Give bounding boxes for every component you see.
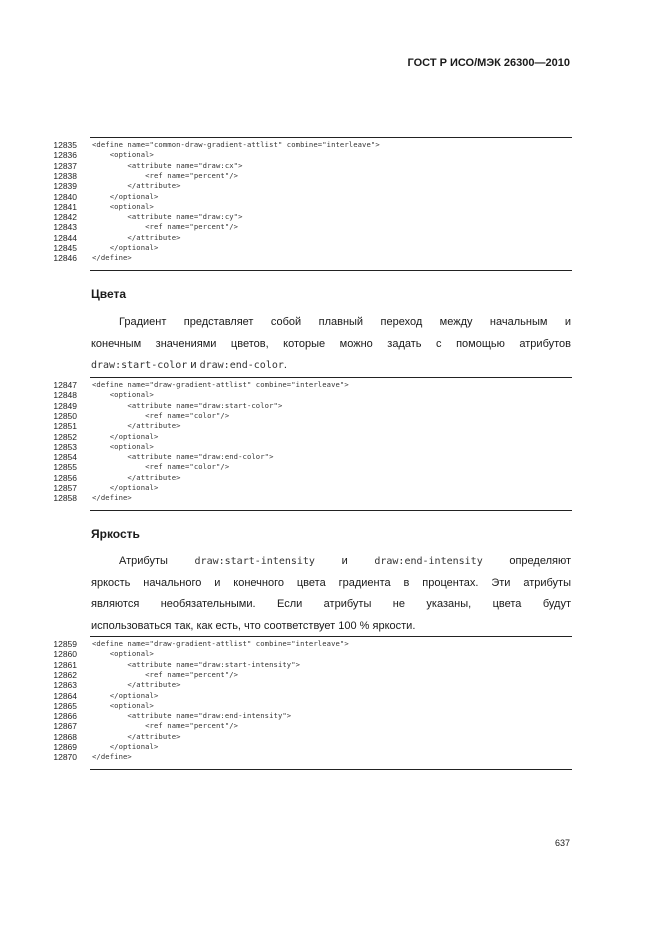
paragraph-line: конечным значениями цветов, которые можно задать с помощью атрибутов xyxy=(91,337,571,350)
code-line xyxy=(0,222,661,232)
code-text: <optional> xyxy=(92,390,154,400)
bottom-rule xyxy=(90,769,572,770)
line-number: 12846 xyxy=(53,253,77,264)
bottom-rule xyxy=(90,510,572,511)
code-line xyxy=(0,161,661,171)
code-text: <attribute name="draw:end-intensity"> xyxy=(92,711,292,721)
line-number: 12847 xyxy=(53,380,77,390)
code-text: <attribute name="draw:cx"> xyxy=(92,160,243,170)
line-number: 12850 xyxy=(53,410,77,421)
paragraph-line: использоваться так, как есть, что соответствует 100 % яркости. xyxy=(91,619,416,632)
paragraph-line xyxy=(91,355,571,377)
code-line xyxy=(0,380,661,390)
code-text: <ref name="color"/> xyxy=(92,410,230,420)
code-line xyxy=(0,140,661,150)
paragraph-line xyxy=(91,551,571,573)
line-number: 12844 xyxy=(53,232,77,243)
section-title-colors: Цвета xyxy=(91,287,127,301)
line-number: 12843 xyxy=(53,222,77,233)
conjunction: и xyxy=(314,555,375,567)
code-line xyxy=(0,442,661,452)
paragraph-colors xyxy=(91,312,571,377)
code-text: </optional> xyxy=(92,742,159,751)
line-number: 12837 xyxy=(53,160,77,171)
line-number: 12845 xyxy=(53,243,77,253)
code-line xyxy=(0,192,661,202)
code-line xyxy=(0,421,661,431)
code-line xyxy=(0,462,661,472)
line-number: 12865 xyxy=(53,700,77,711)
line-number: 12851 xyxy=(53,421,77,432)
line-number: 12853 xyxy=(53,441,77,452)
line-number: 12866 xyxy=(53,711,77,722)
text: Атрибуты xyxy=(119,555,195,567)
code-text: </optional> xyxy=(92,243,159,252)
line-number: 12857 xyxy=(53,483,77,493)
line-number: 12848 xyxy=(53,390,77,401)
text: определяют xyxy=(482,555,571,567)
code-text: </optional> xyxy=(92,690,159,700)
code-text: </attribute> xyxy=(92,181,181,191)
line-number: 12859 xyxy=(53,639,77,649)
code-text: <ref name="percent"/> xyxy=(92,170,239,180)
paragraph-brightness xyxy=(91,551,571,637)
line-number: 12856 xyxy=(53,472,77,483)
code-line xyxy=(0,212,661,222)
code-text: </attribute> xyxy=(92,680,181,690)
section-title-brightness: Яркость xyxy=(91,527,140,541)
code-text: </attribute> xyxy=(92,232,181,242)
code-text: </attribute> xyxy=(92,421,181,431)
top-rule xyxy=(90,377,572,378)
code-text: <ref name="percent"/> xyxy=(92,669,239,679)
line-number: 12838 xyxy=(53,170,77,181)
attribute-name: draw:end-intensity xyxy=(374,556,483,567)
code-line xyxy=(0,452,661,462)
code-text: <optional> xyxy=(92,649,154,659)
line-number: 12854 xyxy=(53,452,77,463)
paragraph-line: Градиент представляет собой плавный переход между начальным и xyxy=(119,316,571,328)
code-line xyxy=(0,243,661,253)
code-line xyxy=(0,680,661,690)
code-text: <optional> xyxy=(92,441,154,451)
line-number: 12842 xyxy=(53,212,77,223)
line-number: 12868 xyxy=(53,731,77,742)
document-header: ГОСТ Р ИСО/МЭК 26300—2010 xyxy=(407,57,570,69)
code-line xyxy=(0,732,661,742)
line-number: 12849 xyxy=(53,400,77,411)
attribute-name: draw:end-color xyxy=(199,360,284,371)
code-line xyxy=(0,253,661,263)
code-text: <optional> xyxy=(92,201,154,211)
code-line xyxy=(0,670,661,680)
paragraph-line: являются необязательными. Если атрибуты не указаны, цвета будут xyxy=(91,598,571,610)
line-number: 12835 xyxy=(53,140,77,150)
page-number: 637 xyxy=(554,838,570,848)
code-text: <attribute name="draw:start-intensity"> xyxy=(92,659,301,669)
line-number: 12861 xyxy=(53,659,77,670)
line-number: 12841 xyxy=(53,201,77,212)
code-line xyxy=(0,701,661,711)
code-text: <attribute name="draw:end-color"> xyxy=(92,452,274,462)
code-line xyxy=(0,483,661,493)
code-text: </optional> xyxy=(92,431,159,441)
code-text: <attribute name="draw:start-color"> xyxy=(92,400,283,410)
code-text: </attribute> xyxy=(92,731,181,741)
line-number: 12869 xyxy=(53,742,77,752)
code-line xyxy=(0,711,661,721)
code-text: <attribute name="draw:cy"> xyxy=(92,212,243,222)
line-number: 12862 xyxy=(53,669,77,680)
top-rule xyxy=(90,137,572,138)
paragraph-line: яркость начального и конечного цвета градиента в процентах. Эти атрибуты xyxy=(91,576,571,589)
code-line xyxy=(0,742,661,752)
code-line xyxy=(0,721,661,731)
code-text: </define> xyxy=(92,253,132,263)
code-text: </define> xyxy=(92,493,132,503)
code-line xyxy=(0,649,661,659)
line-number: 12836 xyxy=(53,150,77,161)
code-text: <define name="common-draw-gradient-attlist" combine="interleave"> xyxy=(92,140,380,149)
code-line xyxy=(0,473,661,483)
line-number: 12863 xyxy=(53,680,77,691)
code-text: </define> xyxy=(92,752,132,762)
attribute-name: draw:start-color xyxy=(91,360,188,371)
conjunction: и xyxy=(187,359,200,371)
code-line xyxy=(0,493,661,503)
code-line xyxy=(0,432,661,442)
code-line xyxy=(0,411,661,421)
attribute-name: draw:start-intensity xyxy=(194,556,315,567)
code-text: <ref name="color"/> xyxy=(92,462,230,472)
line-number: 12840 xyxy=(53,191,77,202)
line-number: 12858 xyxy=(53,493,77,504)
code-text: </optional> xyxy=(92,191,159,201)
code-line xyxy=(0,390,661,400)
line-number: 12867 xyxy=(53,721,77,732)
code-text: <optional> xyxy=(92,150,154,160)
period: . xyxy=(283,359,287,371)
code-line xyxy=(0,202,661,212)
code-text: <ref name="percent"/> xyxy=(92,222,239,232)
code-text: <ref name="percent"/> xyxy=(92,721,239,731)
line-number: 12860 xyxy=(53,649,77,660)
code-line xyxy=(0,171,661,181)
bottom-rule xyxy=(90,270,572,271)
line-number: 12870 xyxy=(53,752,77,763)
line-number: 12864 xyxy=(53,690,77,701)
code-text: <define name="draw-gradient-attlist" combine="interleave"> xyxy=(92,639,349,648)
code-text: </optional> xyxy=(92,483,159,492)
line-number: 12839 xyxy=(53,181,77,192)
code-text: </attribute> xyxy=(92,472,181,482)
code-text: <define name="draw-gradient-attlist" combine="interleave"> xyxy=(92,380,349,389)
code-line xyxy=(0,401,661,411)
line-number: 12852 xyxy=(53,431,77,442)
code-line xyxy=(0,150,661,160)
code-line xyxy=(0,181,661,191)
code-line xyxy=(0,691,661,701)
line-number: 12855 xyxy=(53,462,77,473)
code-line xyxy=(0,752,661,762)
code-line xyxy=(0,639,661,649)
code-line xyxy=(0,233,661,243)
code-text: <optional> xyxy=(92,700,154,710)
top-rule xyxy=(90,636,572,637)
code-line xyxy=(0,660,661,670)
